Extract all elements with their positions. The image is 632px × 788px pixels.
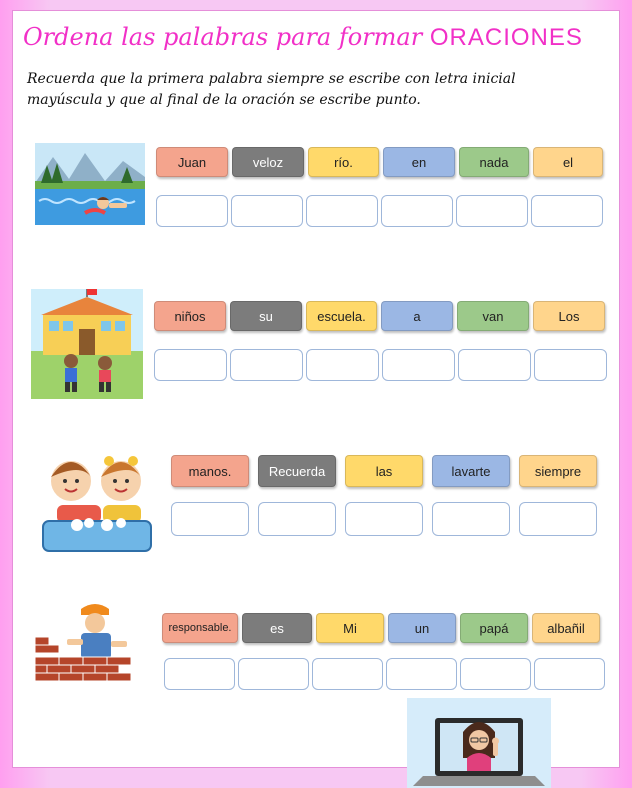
word-tile[interactable]: su	[230, 301, 302, 331]
answer-slot[interactable]	[458, 349, 531, 381]
worksheet-title	[23, 23, 613, 52]
instructions-line-2: mayúscula y que al final de la oración se escribe punto.	[27, 92, 421, 108]
word-bank-3	[171, 455, 601, 487]
word-tile[interactable]: las	[345, 455, 423, 487]
title-caps-text: ORACIONES	[429, 24, 583, 51]
word-tile[interactable]: Recuerda	[258, 455, 336, 487]
answer-slots-3	[171, 502, 600, 536]
word-bank-2	[154, 301, 609, 331]
answer-slot[interactable]	[460, 658, 531, 690]
word-tile[interactable]: manos.	[171, 455, 249, 487]
answer-slots-1	[156, 195, 606, 227]
answer-slot[interactable]	[164, 658, 235, 690]
word-tile[interactable]: en	[383, 147, 455, 177]
swimmer-scene-illustration	[35, 143, 145, 225]
answer-slot[interactable]	[231, 195, 303, 227]
word-bank-1	[156, 147, 607, 177]
answer-slot[interactable]	[382, 349, 455, 381]
word-tile[interactable]: escuela.	[306, 301, 377, 331]
word-tile[interactable]: albañil	[532, 613, 600, 643]
word-tile[interactable]: es	[242, 613, 312, 643]
word-tile[interactable]: el	[533, 147, 603, 177]
school-children-illustration	[31, 289, 143, 399]
word-tile[interactable]: van	[457, 301, 529, 331]
word-tile[interactable]: Mi	[316, 613, 384, 643]
answer-slot[interactable]	[381, 195, 453, 227]
word-tile[interactable]: responsable.	[162, 613, 238, 643]
word-tile[interactable]: siempre	[519, 455, 597, 487]
answer-slot[interactable]	[154, 349, 227, 381]
kids-washing-hands-illustration	[37, 447, 157, 557]
instructions-line-1: Recuerda que la primera palabra siempre se escribe con letra inicial	[27, 71, 516, 87]
answer-slot[interactable]	[238, 658, 309, 690]
instructions	[27, 69, 607, 111]
answer-slot[interactable]	[534, 658, 605, 690]
answer-slot[interactable]	[312, 658, 383, 690]
answer-slot[interactable]	[230, 349, 303, 381]
answer-slot[interactable]	[456, 195, 528, 227]
word-tile[interactable]: lavarte	[432, 455, 510, 487]
answer-slot[interactable]	[531, 195, 603, 227]
answer-slot[interactable]	[345, 502, 423, 536]
answer-slot[interactable]	[171, 502, 249, 536]
answer-slots-2	[154, 349, 610, 381]
word-tile[interactable]: río.	[308, 147, 379, 177]
answer-slot[interactable]	[306, 349, 379, 381]
word-tile[interactable]: niños	[154, 301, 226, 331]
answer-slot[interactable]	[386, 658, 457, 690]
answer-slot[interactable]	[306, 195, 378, 227]
word-tile[interactable]: veloz	[232, 147, 304, 177]
title-script-text: Ordena las palabras para formar	[23, 23, 423, 51]
answer-slot[interactable]	[156, 195, 228, 227]
word-tile[interactable]: papá	[460, 613, 528, 643]
word-tile[interactable]: Juan	[156, 147, 228, 177]
word-bank-4	[162, 613, 604, 643]
worksheet-page	[12, 10, 620, 768]
teacher-avatar-laptop-illustration	[407, 698, 551, 788]
word-tile[interactable]: nada	[459, 147, 529, 177]
answer-slot[interactable]	[534, 349, 607, 381]
word-tile[interactable]: a	[381, 301, 453, 331]
word-tile[interactable]: Los	[533, 301, 605, 331]
word-tile[interactable]: un	[388, 613, 456, 643]
answer-slot[interactable]	[258, 502, 336, 536]
answer-slot[interactable]	[519, 502, 597, 536]
answer-slot[interactable]	[432, 502, 510, 536]
answer-slots-4	[164, 658, 608, 690]
bricklayer-illustration	[35, 601, 135, 689]
